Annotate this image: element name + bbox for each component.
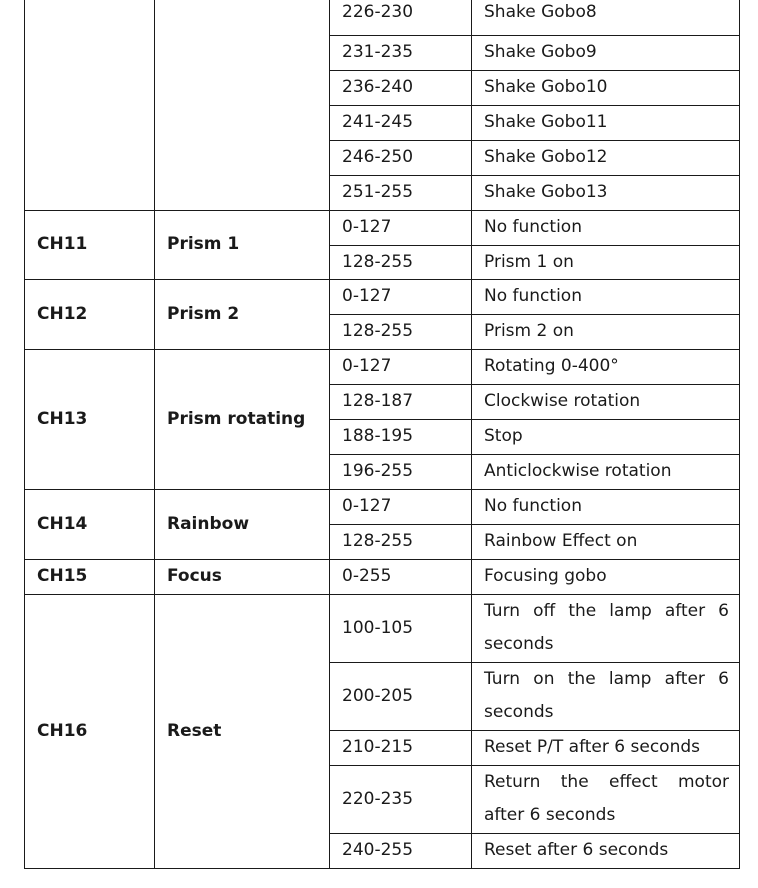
- function-cell: Rainbow: [155, 489, 330, 559]
- value-cell: 0-127: [330, 210, 472, 245]
- desc-cell: Anticlockwise rotation: [472, 454, 740, 489]
- desc-cell: Turn on the lamp after 6 seconds: [472, 662, 740, 730]
- value-cell: 241-245: [330, 105, 472, 140]
- desc-cell: Shake Gobo10: [472, 70, 740, 105]
- table-row: [25, 489, 740, 524]
- value-cell: 0-127: [330, 349, 472, 384]
- desc-cell: Reset P/T after 6 seconds: [472, 730, 740, 765]
- value-cell: 188-195: [330, 419, 472, 454]
- desc-cell: Shake Gobo12: [472, 140, 740, 175]
- desc-cell: Reset after 6 seconds: [472, 833, 740, 868]
- value-cell: 128-187: [330, 384, 472, 419]
- function-cell: Prism 1: [155, 210, 330, 279]
- value-cell: 236-240: [330, 70, 472, 105]
- value-cell: 0-127: [330, 489, 472, 524]
- function-cell: Prism rotating: [155, 349, 330, 489]
- desc-cell: Prism 2 on: [472, 314, 740, 349]
- desc-cell: No function: [472, 279, 740, 314]
- value-cell: 200-205: [330, 662, 472, 730]
- value-cell: 0-255: [330, 559, 472, 594]
- channel-cell-empty: [25, 0, 155, 210]
- value-cell: 100-105: [330, 594, 472, 662]
- desc-cell: Clockwise rotation: [472, 384, 740, 419]
- desc-cell: Shake Gobo13: [472, 175, 740, 210]
- desc-cell: Return the effect motor after 6 seconds: [472, 765, 740, 833]
- desc-cell: Shake Gobo11: [472, 105, 740, 140]
- function-cell-empty: [155, 0, 330, 210]
- table-row: [25, 559, 740, 594]
- channel-cell: CH11: [25, 210, 155, 279]
- table-row: [25, 349, 740, 384]
- function-cell: Reset: [155, 594, 330, 868]
- desc-cell: Stop: [472, 419, 740, 454]
- desc-cell: Shake Gobo8: [472, 0, 740, 35]
- function-cell: Focus: [155, 559, 330, 594]
- dmx-channel-table: [24, 0, 740, 869]
- desc-cell: Shake Gobo9: [472, 35, 740, 70]
- channel-cell: CH14: [25, 489, 155, 559]
- desc-cell: No function: [472, 489, 740, 524]
- desc-cell: Turn off the lamp after 6 seconds: [472, 594, 740, 662]
- channel-cell: CH16: [25, 594, 155, 868]
- desc-cell: Rainbow Effect on: [472, 524, 740, 559]
- value-cell: 226-230: [330, 0, 472, 35]
- value-cell: 210-215: [330, 730, 472, 765]
- value-cell: 251-255: [330, 175, 472, 210]
- table-row: [25, 0, 740, 35]
- desc-cell: Prism 1 on: [472, 245, 740, 279]
- channel-cell: CH13: [25, 349, 155, 489]
- table-row: [25, 594, 740, 662]
- desc-cell: No function: [472, 210, 740, 245]
- channel-cell: CH15: [25, 559, 155, 594]
- table-row: [25, 279, 740, 314]
- value-cell: 196-255: [330, 454, 472, 489]
- value-cell: 220-235: [330, 765, 472, 833]
- table-row: [25, 210, 740, 245]
- desc-cell: Focusing gobo: [472, 559, 740, 594]
- value-cell: 128-255: [330, 314, 472, 349]
- value-cell: 128-255: [330, 524, 472, 559]
- function-cell: Prism 2: [155, 279, 330, 349]
- value-cell: 246-250: [330, 140, 472, 175]
- value-cell: 240-255: [330, 833, 472, 868]
- channel-cell: CH12: [25, 279, 155, 349]
- value-cell: 128-255: [330, 245, 472, 279]
- desc-cell: Rotating 0-400°: [472, 349, 740, 384]
- value-cell: 0-127: [330, 279, 472, 314]
- value-cell: 231-235: [330, 35, 472, 70]
